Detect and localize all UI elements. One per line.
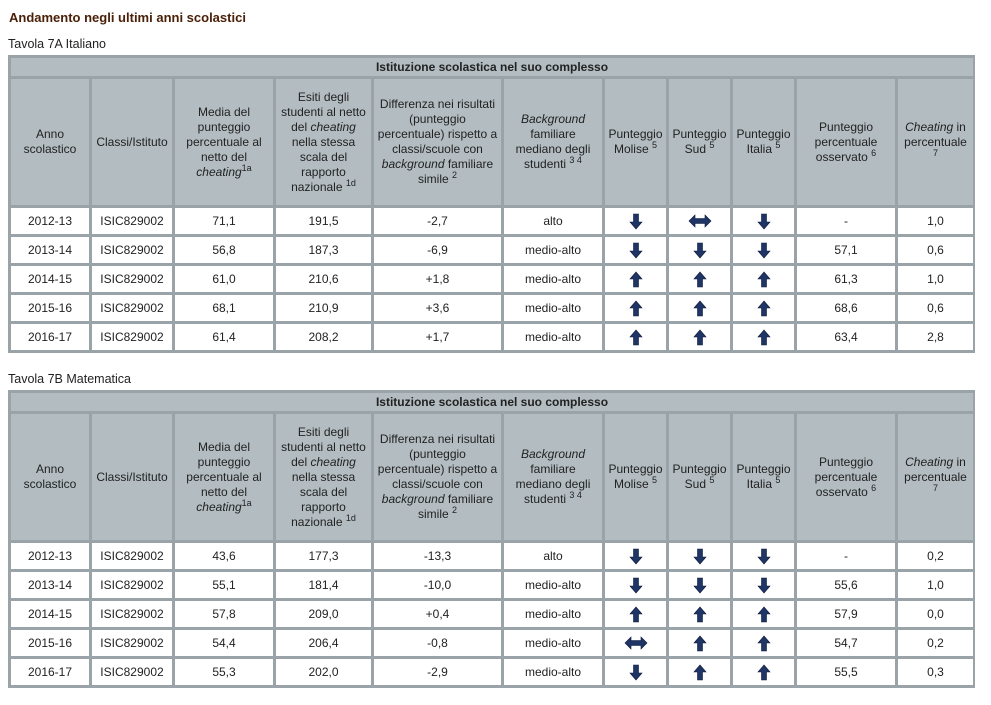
header-text: in percentuale — [904, 119, 967, 149]
header-text: Punteggio Molise — [608, 127, 663, 156]
results-table — [8, 390, 976, 688]
cell-anno: 2015-16 — [11, 295, 89, 321]
header-text: Background — [520, 112, 586, 126]
table-row — [11, 266, 973, 292]
cell-esiti: 210,6 — [276, 266, 371, 292]
cell-esiti: 206,4 — [276, 630, 371, 656]
cell-italia — [733, 630, 794, 656]
header-cheating — [898, 79, 973, 205]
cell-italia — [733, 572, 794, 598]
cell-cheating: 2,8 — [898, 324, 973, 350]
header-differenza — [374, 79, 501, 205]
cell-cheating: 1,0 — [898, 572, 973, 598]
header-cheating — [898, 414, 973, 540]
footnote-ref: 6 — [871, 482, 877, 493]
cell-cheating: 0,6 — [898, 237, 973, 263]
cell-sud — [669, 266, 730, 292]
cell-italia — [733, 543, 794, 569]
cell-anno: 2016-17 — [11, 659, 89, 685]
header-text: Media del punteggio percentuale al netto del — [186, 104, 262, 164]
arrow-up-icon — [757, 271, 771, 288]
footnote-ref: 3 4 — [569, 155, 582, 165]
cell-background: medio-alto — [504, 601, 602, 627]
table-row — [11, 572, 973, 598]
table-row — [11, 630, 973, 656]
header-classi — [92, 414, 172, 540]
cell-media: 54,4 — [175, 630, 273, 656]
cell-background: alto — [504, 208, 602, 234]
header-text: cheating — [196, 499, 242, 514]
header-text: Punteggio percentuale osservato — [814, 454, 878, 499]
cell-sud — [669, 601, 730, 627]
table-row — [11, 543, 973, 569]
arrow-up-icon — [757, 300, 771, 317]
header-text: familiare simile — [417, 492, 494, 521]
cell-classe: ISIC829002 — [92, 601, 172, 627]
header-text: cheating — [310, 119, 356, 134]
header-text: in percentuale — [904, 454, 967, 484]
cell-media: 55,1 — [175, 572, 273, 598]
cell-cheating: 1,0 — [898, 266, 973, 292]
footnote-ref: 2 — [452, 170, 458, 180]
cell-media: 57,8 — [175, 601, 273, 627]
arrow-up-icon — [629, 300, 643, 317]
cell-classe: ISIC829002 — [92, 572, 172, 598]
header-text: background — [381, 492, 445, 506]
arrow-up-icon — [693, 606, 707, 623]
footnote-ref: 1a — [241, 162, 252, 173]
cell-differenza: +1,8 — [374, 266, 501, 292]
table-row — [11, 324, 973, 350]
arrow-up-icon — [693, 664, 707, 681]
cell-differenza: -10,0 — [374, 572, 501, 598]
cell-background: medio-alto — [504, 266, 602, 292]
header-differenza — [374, 414, 501, 540]
cell-classe: ISIC829002 — [92, 324, 172, 350]
cell-esiti: 177,3 — [276, 543, 371, 569]
cell-italia — [733, 324, 794, 350]
header-text: Anno scolastico — [23, 127, 77, 156]
cell-media: 61,4 — [175, 324, 273, 350]
cell-italia — [733, 208, 794, 234]
cell-differenza: +1,7 — [374, 324, 501, 350]
footnote-ref: 1a — [241, 497, 252, 508]
cell-italia — [733, 659, 794, 685]
cell-media: 61,0 — [175, 266, 273, 292]
cell-sud — [669, 237, 730, 263]
cell-differenza: -13,3 — [374, 543, 501, 569]
cell-molise — [605, 324, 666, 350]
footnote-ref: 3 4 — [569, 490, 582, 500]
arrow-down-icon — [757, 548, 771, 565]
header-esiti — [276, 79, 371, 205]
header-background — [504, 414, 602, 540]
cell-classe: ISIC829002 — [92, 237, 172, 263]
header-media — [175, 414, 273, 540]
footnote-ref: 1d — [345, 177, 356, 188]
header-osservato — [797, 414, 895, 540]
arrow-up-icon — [693, 329, 707, 346]
arrow-down-icon — [693, 548, 707, 565]
arrow-down-icon — [757, 242, 771, 259]
group-header-row — [11, 393, 973, 411]
arrow-up-icon — [629, 271, 643, 288]
cell-italia — [733, 295, 794, 321]
header-text: Punteggio Sud — [672, 462, 727, 491]
footnote-ref: 1d — [345, 512, 356, 523]
header-text: Background — [520, 447, 586, 461]
cell-molise — [605, 601, 666, 627]
header-text: background — [381, 157, 445, 171]
cell-classe: ISIC829002 — [92, 659, 172, 685]
header-classi — [92, 79, 172, 205]
cell-media: 68,1 — [175, 295, 273, 321]
table-title: Tavola 7B Matematica — [8, 372, 131, 386]
cell-differenza: +0,4 — [374, 601, 501, 627]
arrow-up-icon — [693, 635, 707, 652]
header-osservato — [797, 79, 895, 205]
arrow-up-icon — [693, 271, 707, 288]
arrow-down-icon — [629, 664, 643, 681]
cell-differenza: +3,6 — [374, 295, 501, 321]
cell-anno: 2014-15 — [11, 601, 89, 627]
cell-media: 55,3 — [175, 659, 273, 685]
cell-classe: ISIC829002 — [92, 543, 172, 569]
group-header-row — [11, 58, 973, 76]
cell-osservato: 68,6 — [797, 295, 895, 321]
header-text: nella stessa scala del rapporto nazionale — [291, 469, 356, 529]
cell-molise — [605, 630, 666, 656]
cell-sud — [669, 208, 730, 234]
footnote-ref: 7 — [932, 482, 938, 493]
header-text: Anno scolastico — [23, 462, 77, 491]
group-header: Istituzione scolastica nel suo complesso — [11, 393, 973, 411]
arrow-left-right-icon — [624, 636, 648, 650]
table-row — [11, 659, 973, 685]
cell-classe: ISIC829002 — [92, 295, 172, 321]
cell-esiti: 210,9 — [276, 295, 371, 321]
table-title: Tavola 7A Italiano — [8, 37, 106, 51]
table-row — [11, 295, 973, 321]
cell-cheating: 0,6 — [898, 295, 973, 321]
table-row — [11, 237, 973, 263]
arrow-down-icon — [693, 242, 707, 259]
arrow-up-icon — [757, 664, 771, 681]
results-table — [8, 55, 976, 353]
cell-background: medio-alto — [504, 630, 602, 656]
cell-molise — [605, 237, 666, 263]
header-text: Cheating — [905, 119, 954, 134]
header-text: familiare mediano degli studenti — [515, 127, 591, 171]
header-molise — [605, 79, 666, 205]
header-media — [175, 79, 273, 205]
header-molise — [605, 414, 666, 540]
cell-italia — [733, 601, 794, 627]
cell-cheating: 0,2 — [898, 630, 973, 656]
cell-media: 71,1 — [175, 208, 273, 234]
page-title: Andamento negli ultimi anni scolastici — [9, 10, 246, 25]
header-esiti — [276, 414, 371, 540]
arrow-down-icon — [757, 213, 771, 230]
arrow-up-icon — [757, 329, 771, 346]
cell-osservato: 55,6 — [797, 572, 895, 598]
cell-anno: 2013-14 — [11, 237, 89, 263]
cell-anno: 2012-13 — [11, 543, 89, 569]
cell-background: medio-alto — [504, 324, 602, 350]
cell-osservato: - — [797, 543, 895, 569]
arrow-up-icon — [629, 606, 643, 623]
cell-differenza: -6,9 — [374, 237, 501, 263]
cell-anno: 2014-15 — [11, 266, 89, 292]
cell-esiti: 202,0 — [276, 659, 371, 685]
cell-sud — [669, 324, 730, 350]
cell-italia — [733, 237, 794, 263]
cell-media: 43,6 — [175, 543, 273, 569]
cell-classe: ISIC829002 — [92, 630, 172, 656]
cell-molise — [605, 295, 666, 321]
header-italia — [733, 79, 794, 205]
cell-background: medio-alto — [504, 572, 602, 598]
header-text: nella stessa scala del rapporto nazionale — [291, 134, 356, 194]
header-text: Media del punteggio percentuale al netto del — [186, 439, 262, 499]
arrow-down-icon — [693, 577, 707, 594]
header-text: Punteggio Molise — [608, 462, 663, 491]
cell-anno: 2012-13 — [11, 208, 89, 234]
cell-sud — [669, 630, 730, 656]
header-text: familiare simile — [417, 157, 494, 186]
cell-esiti: 209,0 — [276, 601, 371, 627]
arrow-up-icon — [757, 606, 771, 623]
header-text: Differenza nei risultati (punteggio percentuale) rispetto a classi/scuole con — [377, 432, 498, 491]
results-table-wrapper — [8, 55, 975, 353]
cell-osservato: - — [797, 208, 895, 234]
arrow-down-icon — [629, 242, 643, 259]
cell-osservato: 55,5 — [797, 659, 895, 685]
footnote-ref: 5 — [775, 140, 781, 150]
table-row — [11, 208, 973, 234]
cell-cheating: 0,3 — [898, 659, 973, 685]
header-text: Esiti degli studenti al netto del — [281, 89, 366, 134]
header-text: Esiti degli studenti al netto del — [281, 424, 366, 469]
header-text: Punteggio Sud — [672, 127, 727, 156]
cell-sud — [669, 543, 730, 569]
footnote-ref: 2 — [452, 505, 458, 515]
cell-molise — [605, 659, 666, 685]
footnote-ref: 5 — [709, 140, 715, 150]
arrow-down-icon — [629, 577, 643, 594]
cell-italia — [733, 266, 794, 292]
cell-molise — [605, 266, 666, 292]
footnote-ref: 5 — [775, 475, 781, 485]
cell-esiti: 208,2 — [276, 324, 371, 350]
cell-esiti: 181,4 — [276, 572, 371, 598]
footnote-ref: 5 — [652, 140, 658, 150]
arrow-down-icon — [629, 548, 643, 565]
arrow-up-icon — [757, 635, 771, 652]
cell-differenza: -2,9 — [374, 659, 501, 685]
arrow-up-icon — [693, 300, 707, 317]
cell-background: alto — [504, 543, 602, 569]
cell-sud — [669, 572, 730, 598]
group-header: Istituzione scolastica nel suo complesso — [11, 58, 973, 76]
header-text: Classi/Istituto — [96, 134, 168, 149]
cell-osservato: 61,3 — [797, 266, 895, 292]
cell-sud — [669, 295, 730, 321]
cell-anno: 2015-16 — [11, 630, 89, 656]
footnote-ref: 7 — [932, 147, 938, 158]
header-text: Cheating — [905, 454, 954, 469]
column-header-row — [11, 79, 973, 205]
cell-osservato: 57,9 — [797, 601, 895, 627]
cell-cheating: 0,2 — [898, 543, 973, 569]
cell-differenza: -2,7 — [374, 208, 501, 234]
column-header-row — [11, 414, 973, 540]
header-text: Punteggio percentuale osservato — [814, 119, 878, 164]
cell-background: medio-alto — [504, 659, 602, 685]
cell-esiti: 191,5 — [276, 208, 371, 234]
arrow-left-right-icon — [688, 214, 712, 228]
cell-background: medio-alto — [504, 295, 602, 321]
header-sud — [669, 79, 730, 205]
cell-molise — [605, 543, 666, 569]
cell-osservato: 63,4 — [797, 324, 895, 350]
header-text: Classi/Istituto — [96, 469, 168, 484]
header-text: familiare mediano degli studenti — [515, 462, 591, 506]
cell-cheating: 0,0 — [898, 601, 973, 627]
header-text: Differenza nei risultati (punteggio percentuale) rispetto a classi/scuole con — [377, 97, 498, 156]
footnote-ref: 5 — [652, 475, 658, 485]
cell-differenza: -0,8 — [374, 630, 501, 656]
cell-cheating: 1,0 — [898, 208, 973, 234]
cell-sud — [669, 659, 730, 685]
table-row — [11, 601, 973, 627]
cell-background: medio-alto — [504, 237, 602, 263]
cell-osservato: 57,1 — [797, 237, 895, 263]
header-background — [504, 79, 602, 205]
cell-esiti: 187,3 — [276, 237, 371, 263]
cell-molise — [605, 572, 666, 598]
header-text: Punteggio Italia — [736, 462, 791, 491]
cell-anno: 2013-14 — [11, 572, 89, 598]
header-text: cheating — [196, 164, 242, 179]
header-anno — [11, 414, 89, 540]
cell-classe: ISIC829002 — [92, 266, 172, 292]
arrow-up-icon — [629, 329, 643, 346]
header-text: Punteggio Italia — [736, 127, 791, 156]
cell-molise — [605, 208, 666, 234]
footnote-ref: 6 — [871, 147, 877, 158]
results-table-wrapper — [8, 390, 975, 688]
footnote-ref: 5 — [709, 475, 715, 485]
cell-classe: ISIC829002 — [92, 208, 172, 234]
header-italia — [733, 414, 794, 540]
cell-anno: 2016-17 — [11, 324, 89, 350]
arrow-down-icon — [757, 577, 771, 594]
cell-osservato: 54,7 — [797, 630, 895, 656]
header-sud — [669, 414, 730, 540]
arrow-down-icon — [629, 213, 643, 230]
header-text: cheating — [310, 454, 356, 469]
header-anno — [11, 79, 89, 205]
cell-media: 56,8 — [175, 237, 273, 263]
